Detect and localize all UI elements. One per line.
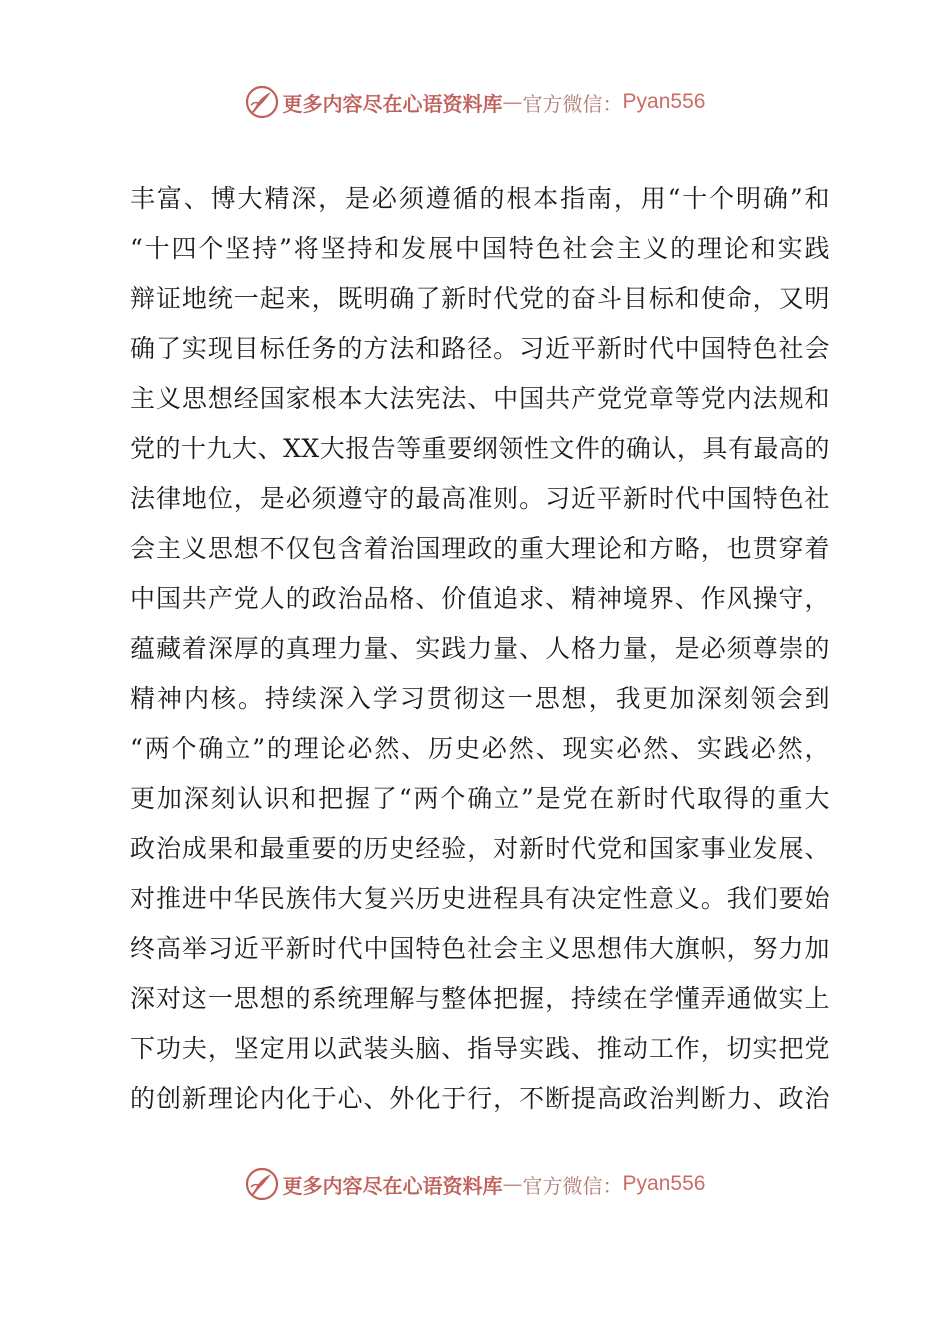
document-body xyxy=(130,174,830,1124)
footer-account: Pyan556 xyxy=(622,1172,706,1195)
footer-title: 更多内容尽在心语资料库 xyxy=(282,1173,503,1198)
header-banner xyxy=(0,80,950,124)
body-line: “两个确立”的理论必然、历史必然、现实必然、实践必然， xyxy=(130,734,830,763)
body-line: “十四个坚持”将坚持和发展中国特色社会主义的理论和实践 xyxy=(130,234,830,263)
body-line: 会主义思想不仅包含着治国理政的重大理论和方略，也贯穿着 xyxy=(130,534,830,563)
body-line: 辩证地统一起来，既明确了新时代党的奋斗目标和使命，又明 xyxy=(130,284,830,313)
footer-banner xyxy=(0,1162,950,1206)
footer-separator: — xyxy=(502,1172,523,1196)
body-line: 政治成果和最重要的历史经验，对新时代党和国家事业发展、 xyxy=(130,834,830,863)
header-account: Pyan556 xyxy=(622,90,706,113)
body-line: 的创新理论内化于心、外化于行，不断提高政治判断力、政治 xyxy=(130,1084,830,1113)
body-line: 法律地位，是必须遵守的最高准则。习近平新时代中国特色社 xyxy=(130,484,830,513)
header-title: 更多内容尽在心语资料库 xyxy=(282,91,503,116)
body-line: 下功夫，坚定用以武装头脑、指导实践、推动工作，切实把党 xyxy=(130,1034,830,1063)
body-line: 主义思想经国家根本大法宪法、中国共产党党章等党内法规和 xyxy=(130,384,830,413)
body-line: 对推进中华民族伟大复兴历史进程具有决定性意义。我们要始 xyxy=(130,884,830,913)
header-wechat-label: 官方微信： xyxy=(522,91,623,116)
body-line: 中国共产党人的政治品格、价值追求、精神境界、作风操守， xyxy=(130,584,830,613)
body-line: 深对这一思想的系统理解与整体把握，持续在学懂弄通做实上 xyxy=(130,984,830,1013)
quill-pen-logo-icon xyxy=(245,1167,279,1201)
body-line: 确了实现目标任务的方法和路径。习近平新时代中国特色社会 xyxy=(130,334,830,363)
quill-pen-logo-icon xyxy=(245,85,279,119)
body-line: 精神内核。持续深入学习贯彻这一思想，我更加深刻领会到 xyxy=(130,684,830,713)
body-line: 蕴藏着深厚的真理力量、实践力量、人格力量，是必须尊崇的 xyxy=(130,634,830,663)
body-line: 更加深刻认识和把握了“两个确立”是党在新时代取得的重大 xyxy=(130,784,830,813)
body-line: 党的十九大、XX大报告等重要纲领性文件的确认，具有最高的 xyxy=(130,434,830,463)
body-line: 丰富、博大精深，是必须遵循的根本指南，用“十个明确”和 xyxy=(130,184,830,213)
footer-wechat-label: 官方微信： xyxy=(522,1173,623,1198)
body-line: 终高举习近平新时代中国特色社会主义思想伟大旗帜，努力加 xyxy=(130,934,830,963)
header-separator: — xyxy=(502,90,523,114)
